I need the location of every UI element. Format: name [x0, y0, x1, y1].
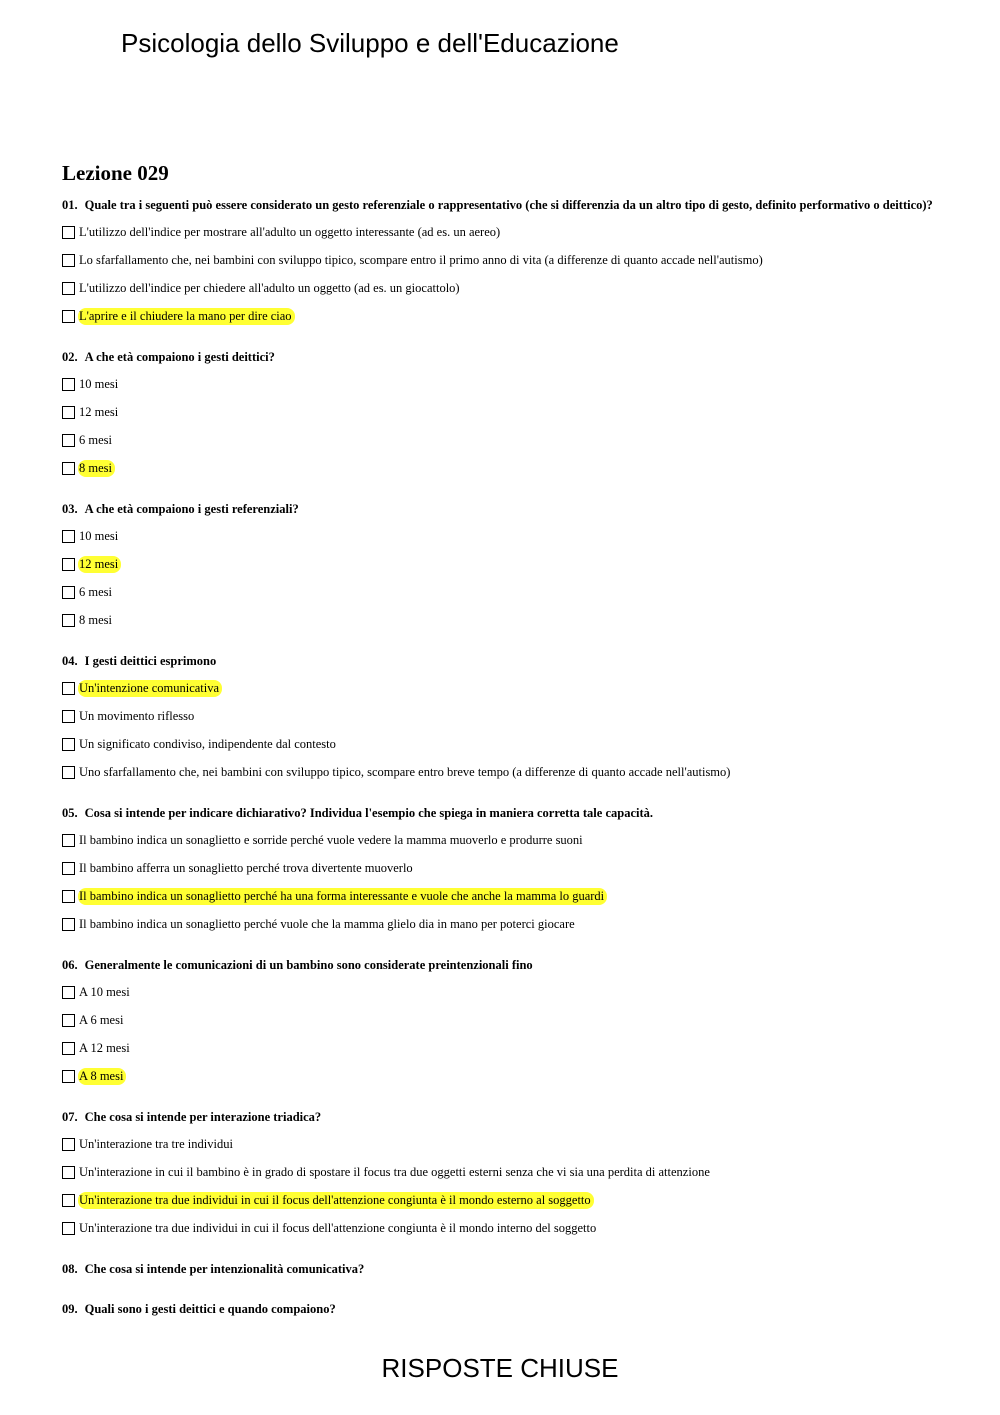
checkbox[interactable] [62, 890, 75, 903]
answer-option[interactable] [62, 426, 942, 454]
question-number: 06. [62, 958, 78, 972]
checkbox[interactable] [62, 834, 75, 847]
checkbox[interactable] [62, 378, 75, 391]
answer-option-text: 6 mesi [79, 432, 112, 447]
answer-option-text: L'aprire e il chiudere la mano per dire ciao [78, 308, 295, 325]
answer-option[interactable] [62, 854, 942, 882]
question-1 [62, 198, 942, 330]
answer-option[interactable] [62, 702, 942, 730]
question-text [62, 1110, 942, 1124]
checkbox[interactable] [62, 614, 75, 627]
answer-option[interactable] [62, 1034, 942, 1062]
answer-option[interactable] [62, 1130, 942, 1158]
answer-option-text: Lo sfarfallamento che, nei bambini con sviluppo tipico, scompare entro il primo anno di vita (a differenze di quanto accade nell'autismo) [79, 252, 763, 267]
lesson-title: Lezione 029 [62, 161, 169, 185]
checkbox[interactable] [62, 282, 75, 295]
answer-option[interactable] [62, 606, 942, 634]
answer-option[interactable] [62, 1214, 942, 1242]
answer-option-text: A 12 mesi [79, 1040, 130, 1055]
answer-option-text: 10 mesi [79, 376, 119, 391]
answer-option[interactable] [62, 246, 942, 274]
checkbox[interactable] [62, 406, 75, 419]
question-label: Cosa si intende per indicare dichiarativo? Individua l'esempio che spiega in maniera corretta tale capacità. [84, 806, 654, 820]
question-label: A che età compaiono i gesti referenziali? [84, 502, 299, 516]
question-text [62, 1302, 942, 1316]
question-4 [62, 654, 942, 786]
answer-option[interactable] [62, 758, 942, 786]
answer-option-text: A 10 mesi [79, 984, 130, 999]
question-list [62, 198, 942, 1342]
answer-option-correct[interactable] [62, 454, 942, 482]
question-9 [62, 1302, 942, 1316]
checkbox[interactable] [62, 1222, 75, 1235]
answer-option-correct[interactable] [62, 302, 942, 330]
question-number: 01. [62, 198, 78, 212]
question-text [62, 806, 942, 820]
answer-option[interactable] [62, 1006, 942, 1034]
question-3 [62, 502, 942, 634]
answer-option[interactable] [62, 398, 942, 426]
question-number: 04. [62, 654, 78, 668]
answer-option-text: 10 mesi [79, 528, 119, 543]
answer-option-text: Il bambino indica un sonaglietto e sorride perché vuole vedere la mamma muoverlo e produrre suoni [79, 832, 583, 847]
checkbox[interactable] [62, 710, 75, 723]
question-label: Che cosa si intende per intenzionalità comunicativa? [84, 1262, 365, 1276]
answer-option-text: Il bambino afferra un sonaglietto perché trova divertente muoverlo [79, 860, 413, 875]
question-number: 09. [62, 1302, 78, 1316]
question-text [62, 1262, 942, 1276]
answer-option-correct[interactable] [62, 882, 942, 910]
answer-option-text: Uno sfarfallamento che, nei bambini con sviluppo tipico, scompare entro breve tempo (a differenze di quanto accade nell'autismo) [79, 764, 731, 779]
answer-option-text: Un movimento riflesso [79, 708, 195, 723]
section-footer-title: RISPOSTE CHIUSE [381, 1353, 619, 1383]
answer-option[interactable] [62, 826, 942, 854]
checkbox[interactable] [62, 434, 75, 447]
checkbox[interactable] [62, 462, 75, 475]
answer-option-correct[interactable] [62, 674, 942, 702]
checkbox[interactable] [62, 1138, 75, 1151]
question-5 [62, 806, 942, 938]
answer-option[interactable] [62, 218, 942, 246]
answer-option-text: 12 mesi [78, 556, 121, 573]
answer-option-text: 8 mesi [79, 612, 112, 627]
answer-option[interactable] [62, 370, 942, 398]
answer-option-correct[interactable] [62, 550, 942, 578]
answer-option-correct[interactable] [62, 1062, 942, 1090]
checkbox[interactable] [62, 918, 75, 931]
answer-option-text: Un'interazione tra due individui in cui il focus dell'attenzione congiunta è il mondo interno del soggetto [79, 1220, 597, 1235]
course-title: Psicologia dello Sviluppo e dell'Educazione [121, 28, 619, 58]
question-7 [62, 1110, 942, 1242]
checkbox[interactable] [62, 558, 75, 571]
question-number: 07. [62, 1110, 78, 1124]
question-6 [62, 958, 942, 1090]
answer-option-text: Un significato condiviso, indipendente dal contesto [79, 736, 336, 751]
checkbox[interactable] [62, 310, 75, 323]
question-number: 05. [62, 806, 78, 820]
question-8 [62, 1262, 942, 1276]
answer-option[interactable] [62, 522, 942, 550]
question-text [62, 654, 942, 668]
checkbox[interactable] [62, 986, 75, 999]
answer-option-text: Un'interazione tra due individui in cui il focus dell'attenzione congiunta è il mondo esterno al soggetto [78, 1192, 594, 1209]
answer-option[interactable] [62, 910, 942, 938]
question-label: Quali sono i gesti deittici e quando compaiono? [84, 1302, 336, 1316]
answer-option-text: L'utilizzo dell'indice per chiedere all'adulto un oggetto (ad es. un giocattolo) [79, 280, 460, 295]
question-label: A che età compaiono i gesti deittici? [84, 350, 275, 364]
question-label: Generalmente le comunicazioni di un bambino sono considerate preintenzionali fino [84, 958, 533, 972]
answer-option[interactable] [62, 978, 942, 1006]
answer-option-text: L'utilizzo dell'indice per mostrare all'adulto un oggetto interessante (ad es. un aereo) [79, 224, 501, 239]
answer-option[interactable] [62, 274, 942, 302]
answer-option-text: A 6 mesi [79, 1012, 124, 1027]
answer-option-text: Un'intenzione comunicativa [78, 680, 222, 697]
checkbox[interactable] [62, 254, 75, 267]
checkbox[interactable] [62, 1014, 75, 1027]
question-number: 08. [62, 1262, 78, 1276]
question-number: 03. [62, 502, 78, 516]
checkbox[interactable] [62, 1194, 75, 1207]
checkbox[interactable] [62, 530, 75, 543]
checkbox[interactable] [62, 766, 75, 779]
answer-option-text: A 8 mesi [78, 1068, 126, 1085]
answer-option-text: Un'interazione in cui il bambino è in grado di spostare il focus tra due oggetti esterni senza che vi sia una perdita di attenzione [79, 1164, 710, 1179]
question-text [62, 350, 942, 364]
question-2 [62, 350, 942, 482]
question-text [62, 198, 942, 212]
answer-option-text: 8 mesi [78, 460, 115, 477]
checkbox[interactable] [62, 226, 75, 239]
answer-option-text: 6 mesi [79, 584, 112, 599]
question-number: 02. [62, 350, 78, 364]
answer-option[interactable] [62, 1158, 942, 1186]
answer-option-text: Il bambino indica un sonaglietto perché ha una forma interessante e vuole che anche la mamma lo guardi [78, 888, 607, 905]
question-label: Quale tra i seguenti può essere considerato un gesto referenziale o rappresentativo (che si differenzia da un altro tipo di gesto, definito performativo o deittico)? [84, 198, 933, 212]
checkbox[interactable] [62, 1070, 75, 1083]
answer-option[interactable] [62, 730, 942, 758]
question-text [62, 502, 942, 516]
question-label: Che cosa si intende per interazione triadica? [84, 1110, 322, 1124]
checkbox[interactable] [62, 1042, 75, 1055]
checkbox[interactable] [62, 682, 75, 695]
answer-option-text: 12 mesi [79, 404, 119, 419]
question-text [62, 958, 942, 972]
checkbox[interactable] [62, 1166, 75, 1179]
checkbox[interactable] [62, 738, 75, 751]
answer-option-text: Il bambino indica un sonaglietto perché vuole che la mamma glielo dia in mano per poterci giocare [79, 916, 575, 931]
answer-option-text: Un'interazione tra tre individui [79, 1136, 233, 1151]
answer-option-correct[interactable] [62, 1186, 942, 1214]
question-label: I gesti deittici esprimono [84, 654, 217, 668]
answer-option[interactable] [62, 578, 942, 606]
checkbox[interactable] [62, 862, 75, 875]
checkbox[interactable] [62, 586, 75, 599]
